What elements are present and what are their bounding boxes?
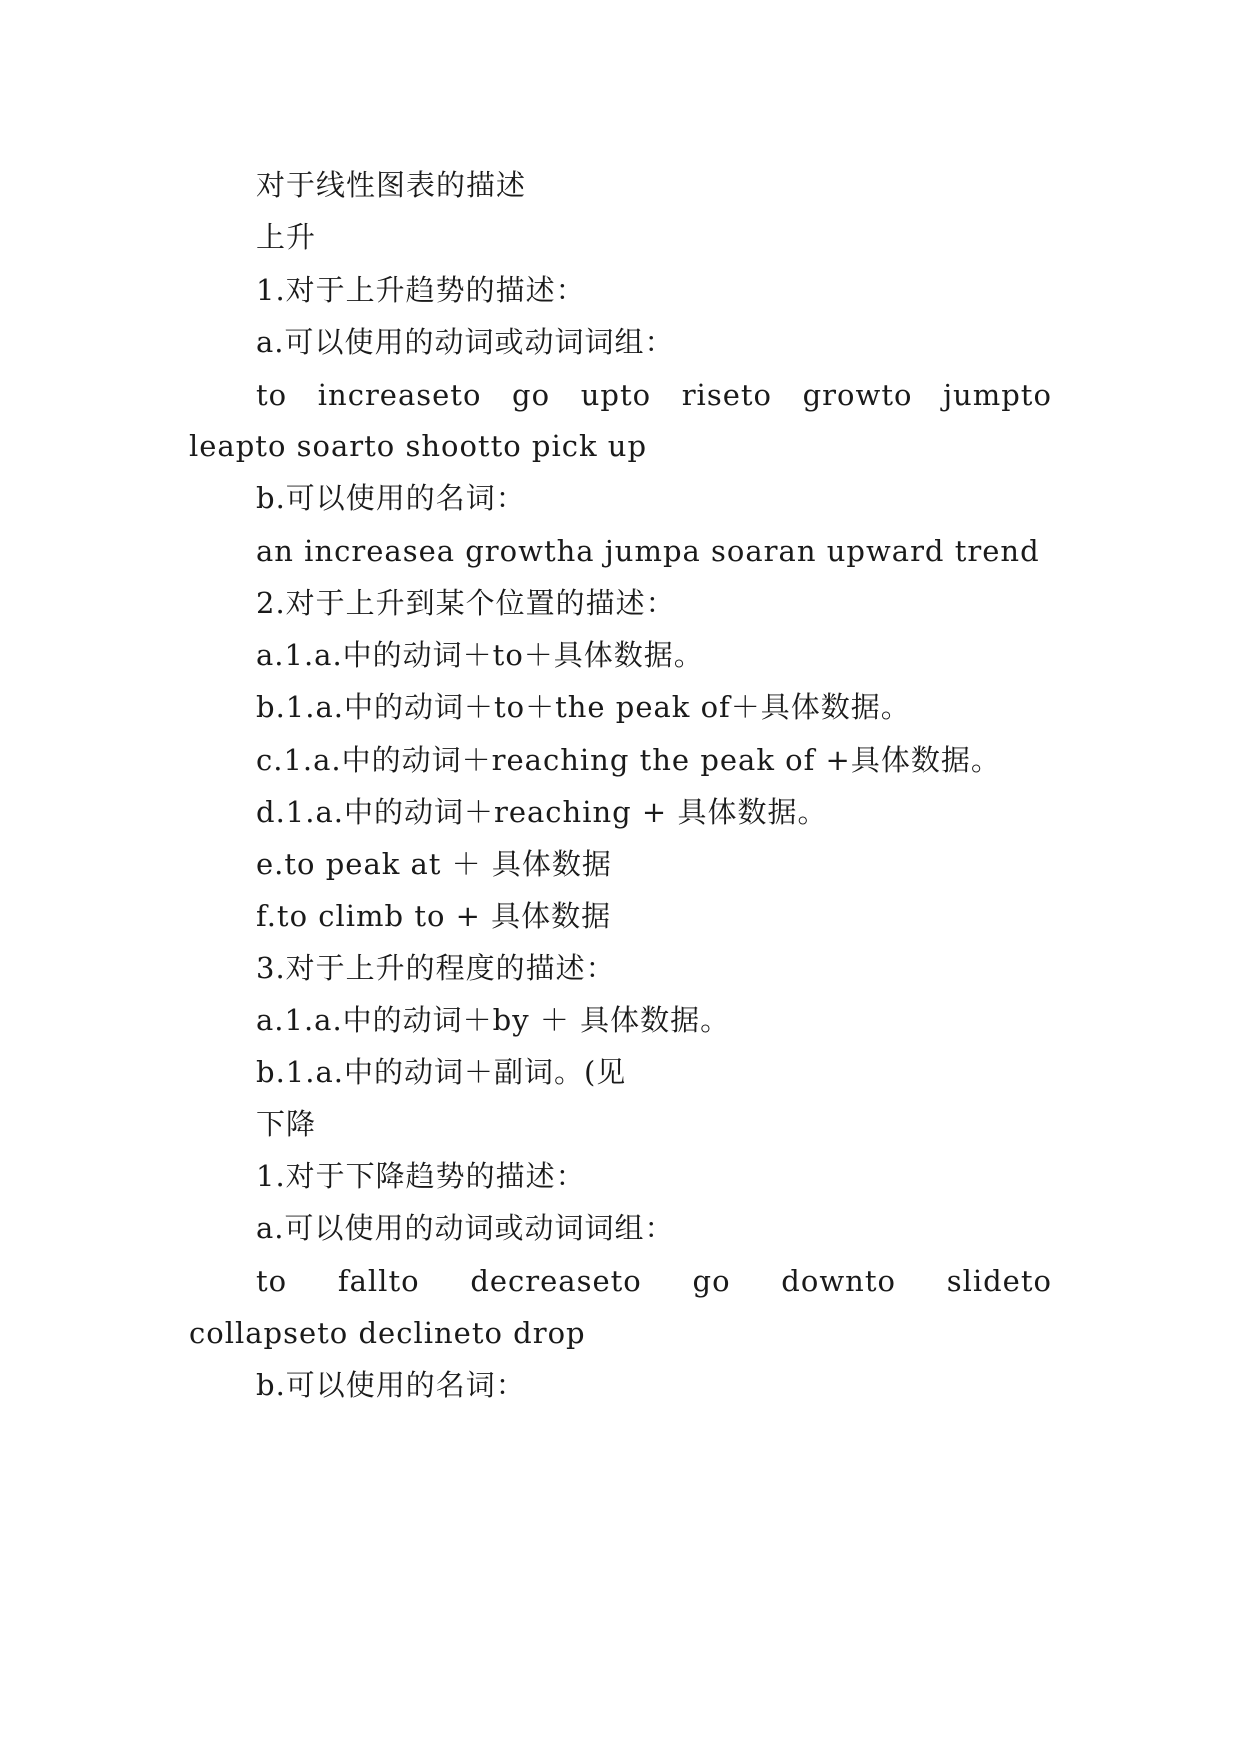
paragraph: b.1.a.中的动词＋to＋the peak of＋具体数据。 bbox=[256, 690, 911, 724]
paragraph: a.1.a.中的动词＋to＋具体数据。 bbox=[256, 638, 704, 672]
paragraph: a.可以使用的动词或动词词组： bbox=[256, 1211, 675, 1245]
paragraph: b.可以使用的名词： bbox=[256, 1368, 526, 1402]
word: downto bbox=[781, 1264, 896, 1298]
word: slideto bbox=[946, 1264, 1052, 1298]
fall-verb-list bbox=[256, 1261, 1052, 1301]
paragraph: 3.对于上升的程度的描述： bbox=[256, 951, 616, 985]
paragraph: leapto soarto shootto pick up bbox=[189, 429, 648, 463]
document-title: 对于线性图表的描述 bbox=[256, 168, 527, 202]
word: to bbox=[256, 378, 288, 412]
word: fallto bbox=[337, 1264, 420, 1298]
paragraph: d.1.a.中的动词＋reaching + 具体数据。 bbox=[256, 795, 828, 829]
paragraph: b.可以使用的名词： bbox=[256, 481, 526, 515]
paragraph: 1.对于上升趋势的描述： bbox=[256, 273, 586, 307]
paragraph: c.1.a.中的动词＋reaching the peak of +具体数据。 bbox=[256, 743, 1001, 777]
paragraph: a.可以使用的动词或动词词组： bbox=[256, 325, 675, 359]
word: growto bbox=[802, 378, 913, 412]
paragraph: an increasea growtha jumpa soaran upward trend bbox=[256, 534, 1040, 568]
paragraph: b.1.a.中的动词＋副词。(见 bbox=[256, 1055, 627, 1089]
paragraph: collapseto declineto drop bbox=[189, 1316, 586, 1350]
paragraph: 1.对于下降趋势的描述： bbox=[256, 1159, 586, 1193]
word: decreaseto bbox=[470, 1264, 642, 1298]
word: jumpto bbox=[943, 378, 1052, 412]
section-heading-fall: 下降 bbox=[256, 1107, 317, 1141]
paragraph: a.1.a.中的动词＋by ＋ 具体数据。 bbox=[256, 1003, 731, 1037]
word: go bbox=[692, 1264, 731, 1298]
paragraph: 2.对于上升到某个位置的描述： bbox=[256, 586, 676, 620]
rise-verb-list bbox=[256, 375, 1052, 415]
word: riseto bbox=[681, 378, 772, 412]
word: to bbox=[256, 1264, 288, 1298]
paragraph: e.to peak at ＋ 具体数据 bbox=[256, 847, 612, 881]
word: upto bbox=[580, 378, 652, 412]
word: increaseto bbox=[317, 378, 482, 412]
word: go bbox=[512, 378, 551, 412]
section-heading-rise: 上升 bbox=[256, 220, 317, 254]
paragraph: f.to climb to + 具体数据 bbox=[256, 899, 612, 933]
